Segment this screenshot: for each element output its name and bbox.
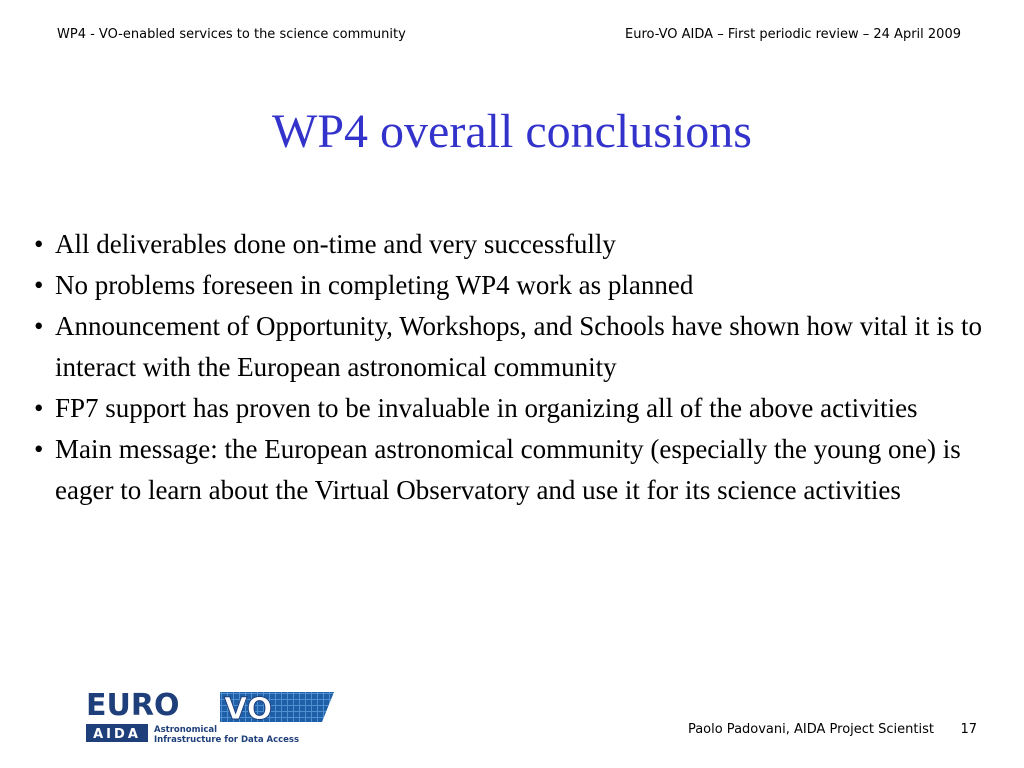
slide-title: WP4 overall conclusions <box>272 105 752 158</box>
bullet-item <box>34 429 994 511</box>
bullet-icon: • <box>34 229 44 259</box>
logo-line1-text: Astronomical <box>154 725 218 735</box>
bullet-icon: • <box>34 434 44 464</box>
header-right-text: Euro-VO AIDA – First periodic review – 24 April 2009 <box>625 27 961 42</box>
bullet-list <box>34 224 994 511</box>
logo-aida-text: AIDA <box>93 727 141 742</box>
bullet-item <box>34 265 994 306</box>
bullet-item <box>34 224 994 265</box>
bullet-item <box>34 388 994 429</box>
bullet-icon: • <box>34 311 44 341</box>
bullet-icon: • <box>34 270 44 300</box>
bullet-icon: • <box>34 393 44 423</box>
page-number: 17 <box>960 722 977 737</box>
header-left-text: WP4 - VO-enabled services to the science community <box>57 27 406 42</box>
euro-vo-aida-logo <box>84 688 336 744</box>
bullet-text: All deliverables done on-time and very successfully <box>55 229 616 259</box>
footer-author: Paolo Padovani, AIDA Project Scientist <box>687 722 934 737</box>
bullet-text: No problems foreseen in completing WP4 work as planned <box>55 270 694 300</box>
logo-vo-text: VO <box>224 692 273 727</box>
logo-line2-text: Infrastructure for Data Access <box>154 735 300 744</box>
bullet-item <box>34 306 994 388</box>
bullet-text: Main message: the European astronomical community (especially the young one) is eager to learn about the Virtual Observatory and use it for its science activities <box>55 434 961 505</box>
bullet-text: FP7 support has proven to be invaluable in organizing all of the above activities <box>55 393 918 423</box>
bullet-text: Announcement of Opportunity, Workshops, and Schools have shown how vital it is to interact with the European astronomical community <box>55 311 982 382</box>
logo-euro-text: EURO <box>86 688 180 723</box>
